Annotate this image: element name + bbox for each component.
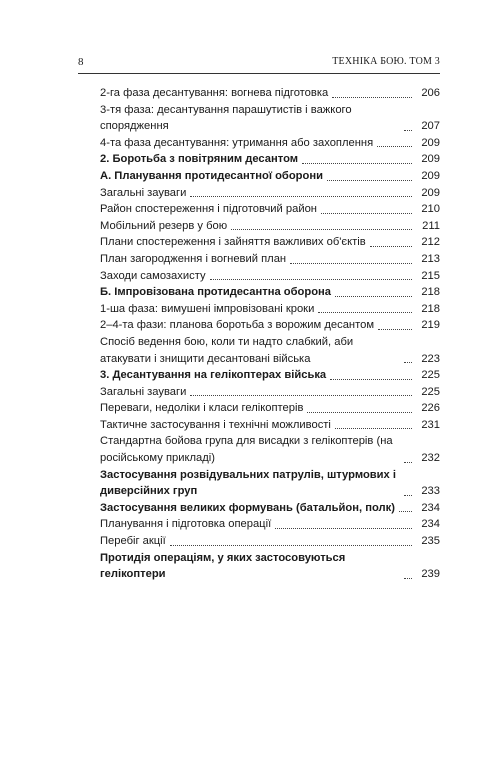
dot-leader xyxy=(404,578,412,579)
dot-leader xyxy=(170,545,412,546)
toc-entry-title: Спосіб ведення бою, коли ти надто слабкий, аби атакувати і знищити десантовані війська xyxy=(100,335,354,365)
toc-entry-page: 232 xyxy=(421,452,440,465)
header-rule xyxy=(78,73,440,74)
toc-entry-page: 225 xyxy=(421,385,440,398)
toc-entry-title: 2–4-та фази: планова боротьба з ворожим десантом xyxy=(100,319,375,332)
dot-leader xyxy=(190,395,412,396)
toc-entry-title: Застосування розвідувальних патрулів, штурмових і диверсійних груп xyxy=(100,468,396,498)
toc-entry-title: Застосування великих формувань (батальйон, полк) xyxy=(100,501,395,514)
toc-entry-page: 226 xyxy=(421,402,440,415)
toc-entry-title: А. Планування протидесантної оборони xyxy=(100,169,323,182)
toc-entry-page: 225 xyxy=(421,369,440,382)
running-title: ТЕХНІКА БОЮ. ТОМ 3 xyxy=(332,56,440,67)
toc-entry xyxy=(100,251,440,268)
toc-entry xyxy=(100,284,440,301)
toc-entry xyxy=(100,317,440,334)
toc-entry-title: 2. Боротьба з повітряним десантом xyxy=(100,153,299,166)
toc-entry-title: Стандартна бойова група для висадки з гелікоптерів (на російському прикладі) xyxy=(100,435,393,465)
toc-entry-title: Протидія операціям, у яких застосовуються гелікоптери xyxy=(100,551,346,581)
dot-leader xyxy=(399,511,412,512)
toc-entry xyxy=(100,201,440,218)
toc-entry-title: Заходи самозахисту xyxy=(100,269,206,282)
toc-entry xyxy=(100,500,440,517)
toc-entry xyxy=(100,384,440,401)
toc-entry-page: 231 xyxy=(421,418,440,431)
toc-entry-page: 210 xyxy=(421,203,440,216)
toc-entry-page: 233 xyxy=(421,485,440,498)
toc-entry-page: 209 xyxy=(421,186,440,199)
toc-entry xyxy=(100,234,440,251)
page-header xyxy=(78,56,440,70)
toc-entry xyxy=(100,533,440,550)
dot-leader xyxy=(330,379,412,380)
toc-entry-title: 1-ша фаза: вимушені імпровізовані кроки xyxy=(100,302,315,315)
dot-leader xyxy=(231,229,412,230)
dot-leader xyxy=(327,180,412,181)
toc-entry xyxy=(100,516,440,533)
toc-entry xyxy=(100,268,440,285)
toc-entry xyxy=(100,168,440,185)
toc-entry-page: 206 xyxy=(421,87,440,99)
toc-entry-page: 213 xyxy=(421,252,440,265)
toc-entry-page: 218 xyxy=(421,286,440,299)
toc-entry xyxy=(100,85,440,102)
dot-leader xyxy=(404,130,412,131)
toc-entry xyxy=(100,135,440,152)
dot-leader xyxy=(404,462,412,463)
toc-entry xyxy=(100,334,440,367)
dot-leader xyxy=(210,279,412,280)
dot-leader xyxy=(321,213,412,214)
toc-entry-title: 2-га фаза десантування: вогнева підготовка xyxy=(100,87,329,99)
toc-entry xyxy=(100,151,440,168)
dot-leader xyxy=(404,362,412,363)
dot-leader xyxy=(290,263,412,264)
toc-entry-page: 219 xyxy=(421,319,440,332)
toc-entry-title: Перебіг акції xyxy=(100,535,166,548)
toc-entry-page: 235 xyxy=(421,535,440,548)
toc-entry-page: 209 xyxy=(421,153,440,166)
page-number: 8 xyxy=(78,56,84,68)
toc-entry-page: 234 xyxy=(421,501,440,514)
toc-entry-title: Переваги, недоліки і класи гелікоптерів xyxy=(100,402,304,415)
toc-entry-title: Плани спостереження і зайняття важливих об'єктів xyxy=(100,236,366,249)
toc-entry-page: 218 xyxy=(421,302,440,315)
toc-entry xyxy=(100,367,440,384)
dot-leader xyxy=(377,146,412,147)
toc-entry-page: 207 xyxy=(421,120,440,133)
toc-entry xyxy=(100,301,440,318)
dot-leader xyxy=(190,196,412,197)
dot-leader xyxy=(378,329,412,330)
toc-entry-title: 3. Десантування на гелікоптерах війська xyxy=(100,369,327,382)
toc-entry xyxy=(100,467,440,500)
toc-entry-title: Мобільний резерв у бою xyxy=(100,219,228,232)
dot-leader xyxy=(335,296,412,297)
toc-entry-title: Загальні зауваги xyxy=(100,186,187,199)
toc-entry-page: 215 xyxy=(421,269,440,282)
table-of-contents xyxy=(100,85,440,583)
dot-leader xyxy=(335,428,412,429)
toc-entry-page: 239 xyxy=(421,568,440,581)
toc-entry-page: 223 xyxy=(421,352,440,365)
toc-entry-page: 209 xyxy=(421,169,440,182)
dot-leader xyxy=(307,412,412,413)
toc-entry-title: Район спостереження і підготовчий район xyxy=(100,203,317,216)
toc-entry xyxy=(100,400,440,417)
toc-entry-title: Б. Імпровізована протидесантна оборона xyxy=(100,286,332,299)
dot-leader xyxy=(404,495,412,496)
toc-entry-title: 4-та фаза десантування: утримання або захоплення xyxy=(100,136,374,149)
toc-entry xyxy=(100,218,440,235)
dot-leader xyxy=(318,312,412,313)
toc-entry-title: План загородження і вогневий план xyxy=(100,252,287,265)
toc-entry-title: 3-тя фаза: десантування парашутистів і важкого спорядження xyxy=(100,103,352,133)
toc-entry xyxy=(100,433,440,466)
dot-leader xyxy=(332,97,412,98)
dot-leader xyxy=(370,246,412,247)
toc-entry xyxy=(100,185,440,202)
toc-entry-page: 211 xyxy=(422,219,440,232)
toc-entry-title: Планування і підготовка операції xyxy=(100,518,272,531)
toc-entry-title: Загальні зауваги xyxy=(100,385,187,398)
toc-entry-title: Тактичне застосування і технічні можливості xyxy=(100,418,331,431)
dot-leader xyxy=(302,163,412,164)
dot-leader xyxy=(275,528,412,529)
toc-entry-page: 234 xyxy=(421,518,440,531)
toc-entry xyxy=(100,417,440,434)
toc-entry-page: 209 xyxy=(421,136,440,149)
toc-entry xyxy=(100,550,440,583)
toc-entry xyxy=(100,102,440,135)
toc-entry-page: 212 xyxy=(421,236,440,249)
